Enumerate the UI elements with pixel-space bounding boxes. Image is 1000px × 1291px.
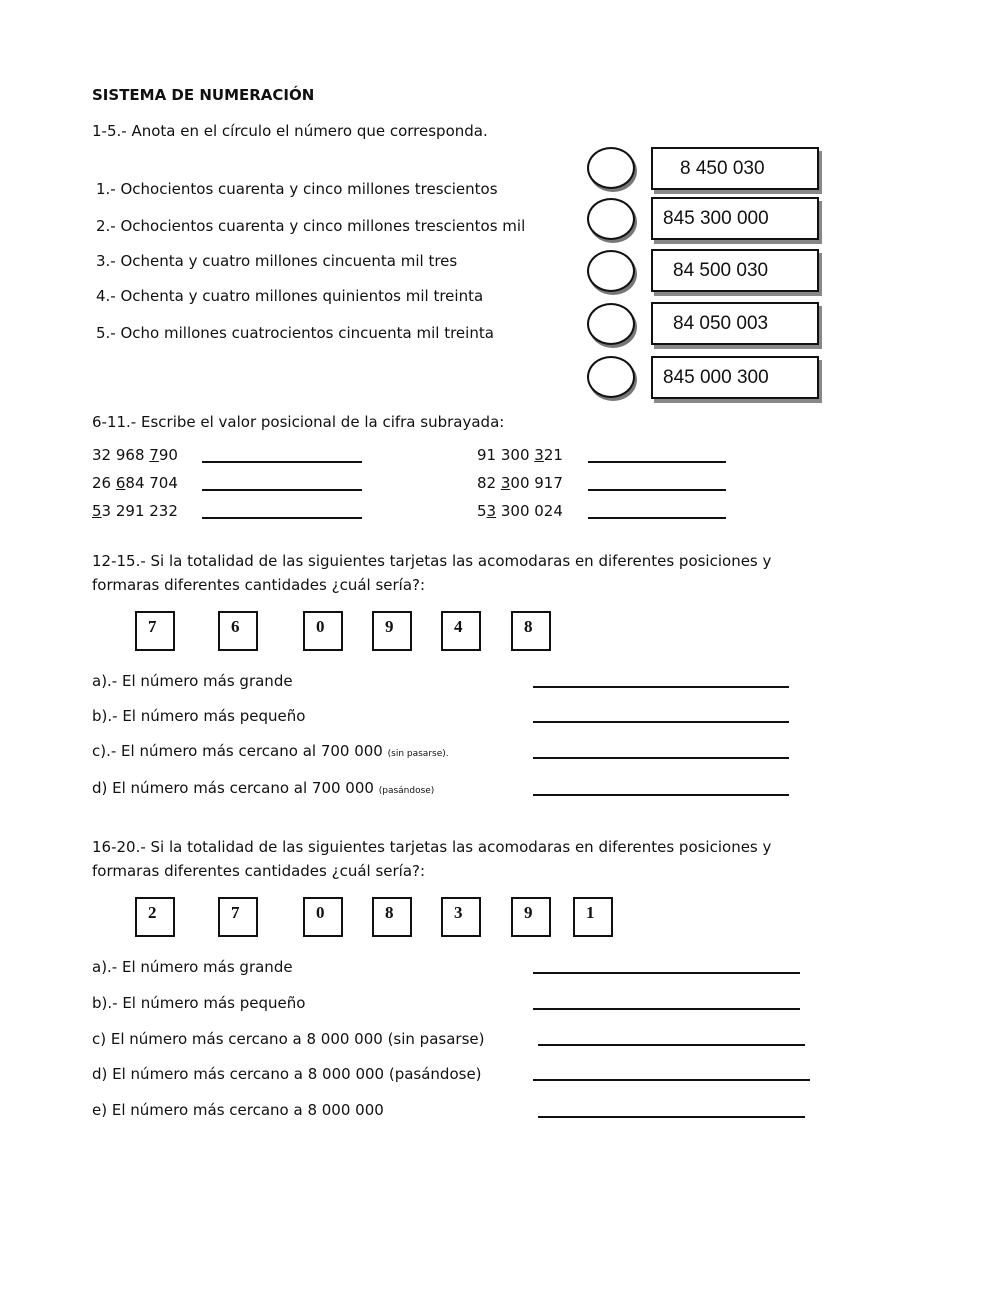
place-value-number: 82 300 917 (477, 474, 563, 492)
digit-card[interactable]: 6 (218, 611, 258, 651)
place-value-number: 53 291 232 (92, 502, 178, 520)
answer-line[interactable] (588, 461, 726, 463)
page-title: SISTEMA DE NUMERACIÓN (92, 86, 315, 104)
number-box-2: 845 300 000 (651, 197, 819, 240)
place-value-number: 53 300 024 (477, 502, 563, 520)
digit-card[interactable]: 8 (511, 611, 551, 651)
number-box-5: 845 000 300 (651, 356, 819, 399)
number-box-4: 84 050 003 (651, 302, 819, 345)
digit-card[interactable]: 3 (441, 897, 481, 937)
answer-line[interactable] (533, 794, 789, 796)
answer-line[interactable] (533, 1079, 810, 1081)
answer-line[interactable] (202, 517, 362, 519)
digit-card[interactable]: 4 (441, 611, 481, 651)
answer-line[interactable] (533, 757, 789, 759)
section-4-instruction-line-1: 16-20.- Si la totalidad de las siguientes tarjetas las acomodaras en diferentes posiciones y (92, 838, 772, 856)
answer-line[interactable] (533, 972, 800, 974)
section-4-instruction-line-2: formaras diferentes cantidades ¿cuál sería?: (92, 862, 426, 880)
digit-card[interactable]: 7 (218, 897, 258, 937)
question-a: a).- El número más grande (92, 672, 293, 690)
digit-card[interactable]: 0 (303, 611, 343, 651)
section-3-instruction-line-2: formaras diferentes cantidades ¿cuál sería?: (92, 576, 426, 594)
digit-card[interactable]: 0 (303, 897, 343, 937)
statement-3: 3.- Ochenta y cuatro millones cincuenta mil tres (96, 252, 458, 270)
answer-line[interactable] (588, 489, 726, 491)
digit-card[interactable]: 2 (135, 897, 175, 937)
answer-line[interactable] (533, 721, 789, 723)
question-c: c).- El número más cercano al 700 000 (sin pasarse). (92, 742, 449, 760)
question-e: e) El número más cercano a 8 000 000 (92, 1101, 384, 1119)
statement-5: 5.- Ocho millones cuatrocientos cincuenta mil treinta (96, 324, 494, 342)
statement-1: 1.- Ochocientos cuarenta y cinco millones trescientos (96, 180, 498, 198)
question-c: c) El número más cercano a 8 000 000 (sin pasarse) (92, 1030, 485, 1048)
answer-circle-2[interactable] (587, 198, 635, 240)
section-2-instruction: 6-11.- Escribe el valor posicional de la cifra subrayada: (92, 413, 505, 431)
answer-line[interactable] (202, 461, 362, 463)
question-b: b).- El número más pequeño (92, 707, 306, 725)
number-box-3: 84 500 030 (651, 249, 819, 292)
statement-2: 2.- Ochocientos cuarenta y cinco millones trescientos mil (96, 217, 526, 235)
place-value-number: 26 684 704 (92, 474, 178, 492)
answer-circle-4[interactable] (587, 303, 635, 345)
answer-line[interactable] (533, 686, 789, 688)
question-d: d) El número más cercano a 8 000 000 (pasándose) (92, 1065, 482, 1083)
digit-card[interactable]: 9 (372, 611, 412, 651)
answer-circle-5[interactable] (587, 356, 635, 398)
answer-line[interactable] (533, 1008, 800, 1010)
digit-card[interactable]: 1 (573, 897, 613, 937)
answer-circle-1[interactable] (587, 147, 635, 189)
digit-card[interactable]: 8 (372, 897, 412, 937)
question-b: b).- El número más pequeño (92, 994, 306, 1012)
place-value-number: 91 300 321 (477, 446, 563, 464)
question-a: a).- El número más grande (92, 958, 293, 976)
digit-card[interactable]: 9 (511, 897, 551, 937)
section-1-instruction: 1-5.- Anota en el círculo el número que corresponda. (92, 122, 488, 140)
answer-line[interactable] (202, 489, 362, 491)
statement-4: 4.- Ochenta y cuatro millones quinientos mil treinta (96, 287, 484, 305)
place-value-number: 32 968 790 (92, 446, 178, 464)
number-box-1: 8 450 030 (651, 147, 819, 190)
answer-line[interactable] (538, 1116, 805, 1118)
answer-line[interactable] (588, 517, 726, 519)
answer-line[interactable] (538, 1044, 805, 1046)
section-3-instruction-line-1: 12-15.- Si la totalidad de las siguientes tarjetas las acomodaras en diferentes posiciones y (92, 552, 772, 570)
question-d: d) El número más cercano al 700 000 (pasándose) (92, 779, 435, 797)
digit-card[interactable]: 7 (135, 611, 175, 651)
answer-circle-3[interactable] (587, 250, 635, 292)
